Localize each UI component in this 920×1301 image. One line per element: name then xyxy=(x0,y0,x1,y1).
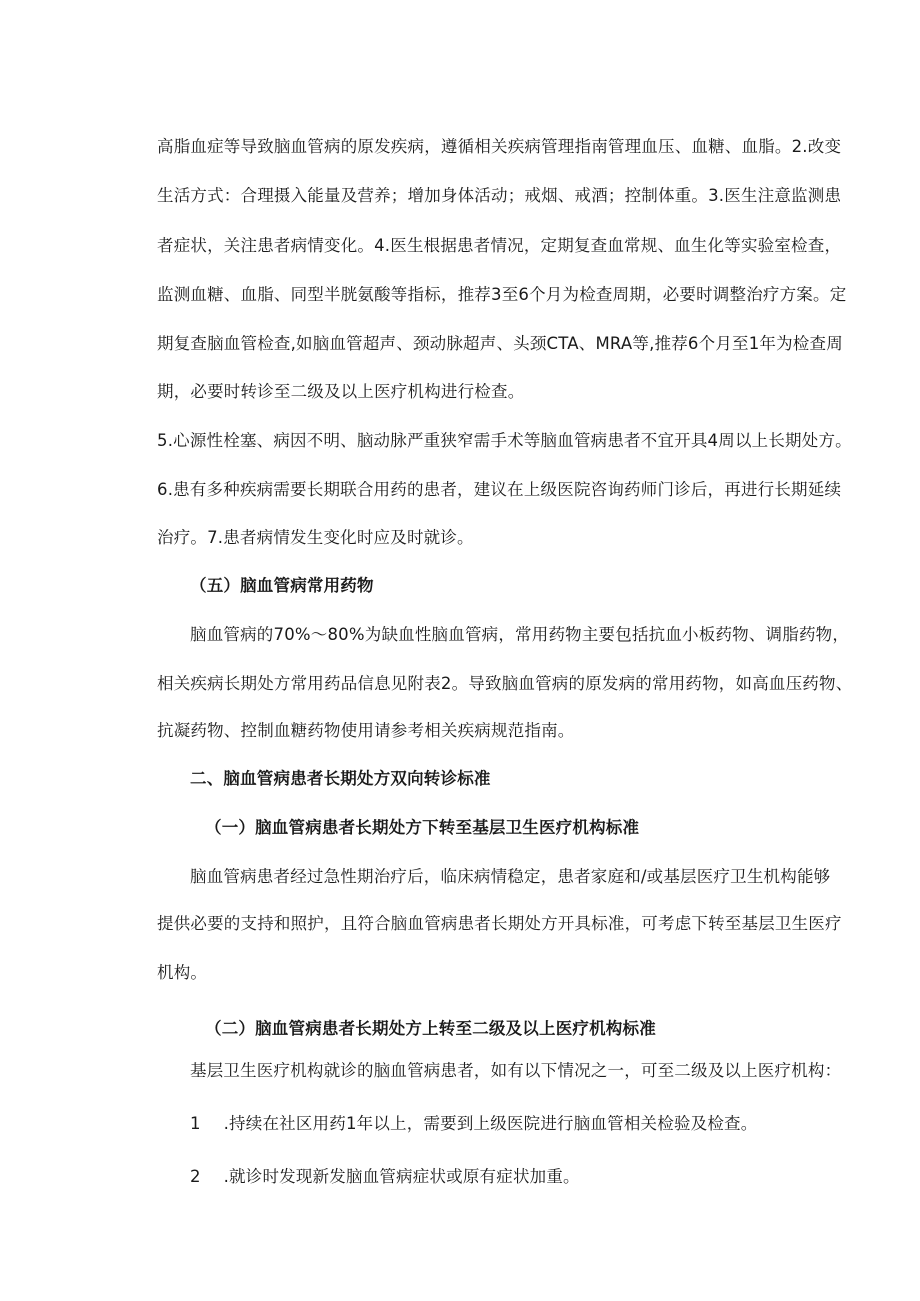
sub-1-body-line-3: 机构。 xyxy=(157,963,208,982)
section-5-body-line-2: 相关疾病长期处方常用药品信息见附表2。导致脑血管病的原发病的常用药物，如高血压药物、 xyxy=(157,674,853,693)
list-item-number: 1 xyxy=(190,1114,201,1133)
list-item xyxy=(190,1113,757,1135)
paragraph-3-line-1: 6.患有多种疾病需要长期联合用药的患者，建议在上级医院咨询药师门诊后，再进行长期延续 xyxy=(157,480,842,499)
sub-1-body-line-2: 提供必要的支持和照护，且符合脑血管病患者长期处方开具标准，可考虑下转至基层卫生医疗 xyxy=(157,914,842,933)
chapter-2-heading: 二、脑血管病患者长期处方双向转诊标准 xyxy=(190,769,491,788)
sub-1-body-line-1: 脑血管病患者经过急性期治疗后，临床病情稳定，患者家庭和/或基层医疗卫生机构能够 xyxy=(190,867,831,886)
section-5-body-line-1: 脑血管病的70%～80%为缺血性脑血管病，常用药物主要包括抗血小板药物、调脂药物， xyxy=(190,625,850,644)
list-item-text: .持续在社区用药1年以上，需要到上级医院进行脑血管相关检验及检查。 xyxy=(223,1114,758,1133)
paragraph-1-line-5: 期复查脑血管检查,如脑血管超声、颈动脉超声、头颈CTA、MRA等,推荐6个月至1年为检查周 xyxy=(157,334,843,353)
sub-1-heading: （一）脑血管病患者长期处方下转至基层卫生医疗机构标准 xyxy=(205,818,640,837)
paragraph-2-line-1: 5.心源性栓塞、病因不明、脑动脉严重狭窄需手术等脑血管病患者不宜开具4周以上长期处方。 xyxy=(157,431,852,450)
list-item xyxy=(190,1166,580,1188)
sub-2-heading: （二）脑血管病患者长期处方上转至二级及以上医疗机构标准 xyxy=(205,1019,656,1038)
paragraph-3-line-2: 治疗。7.患者病情发生变化时应及时就诊。 xyxy=(157,528,474,547)
paragraph-1-line-4: 监测血糖、血脂、同型半胱氨酸等指标，推荐3至6个月为检查周期，必要时调整治疗方案。定 xyxy=(157,285,847,304)
section-5-body-line-3: 抗凝药物、控制血糖药物使用请参考相关疾病规范指南。 xyxy=(157,721,575,740)
paragraph-1-line-6: 期，必要时转诊至二级及以上医疗机构进行检查。 xyxy=(157,382,525,401)
paragraph-1-line-3: 者症状，关注患者病情变化。4.医生根据患者情况，定期复查血常规、血生化等实验室检查， xyxy=(157,236,842,255)
paragraph-1-line-1: 高脂血症等导致脑血管病的原发疾病，遵循相关疾病管理指南管理血压、血糖、血脂。2.改变 xyxy=(157,137,842,156)
list-item-number: 2 xyxy=(190,1167,201,1186)
sub-2-intro: 基层卫生医疗机构就诊的脑血管病患者，如有以下情况之一，可至二级及以上医疗机构： xyxy=(190,1061,842,1080)
list-item-text: .就诊时发现新发脑血管病症状或原有症状加重。 xyxy=(223,1167,580,1186)
section-5-heading: （五）脑血管病常用药物 xyxy=(190,576,374,595)
paragraph-1-line-2: 生活方式：合理摄入能量及营养；增加身体活动；戒烟、戒酒；控制体重。3.医生注意监测患 xyxy=(157,186,842,205)
